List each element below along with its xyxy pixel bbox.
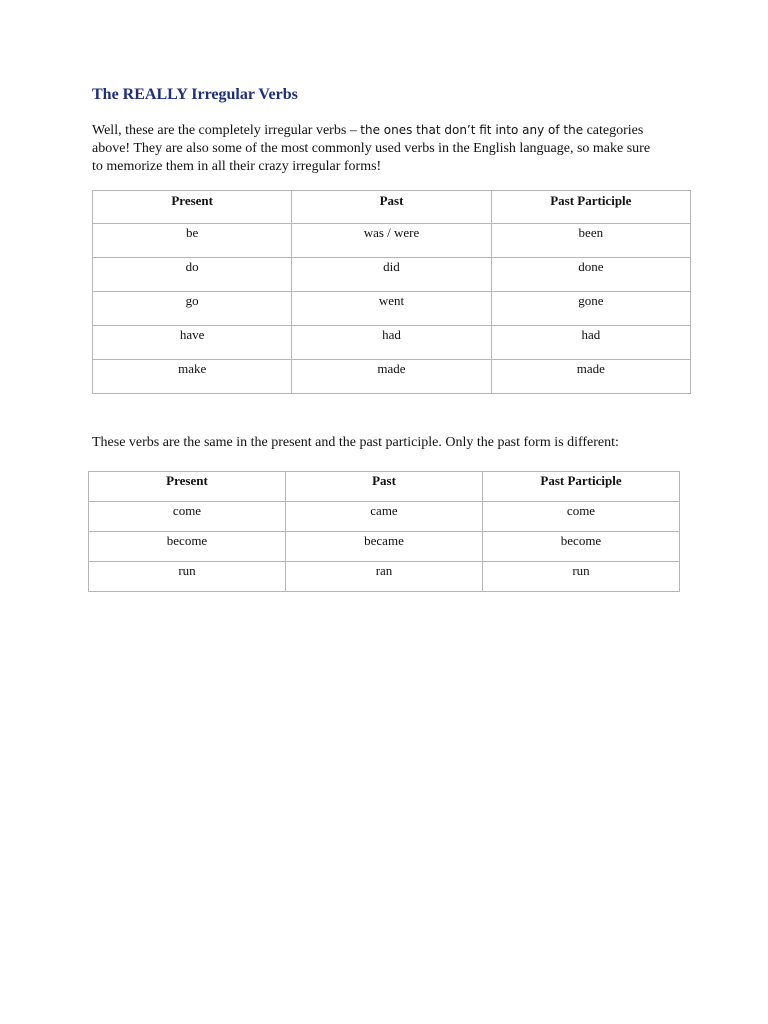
header-present: Present [89, 472, 286, 502]
table-header-row [89, 472, 680, 502]
cell-present: become [89, 532, 286, 562]
header-past: Past [286, 472, 483, 502]
header-past-participle: Past Participle [491, 191, 690, 224]
cell-past: became [286, 532, 483, 562]
cell-present: come [89, 502, 286, 532]
cell-past-participle: come [483, 502, 680, 532]
cell-past-participle: had [491, 326, 690, 360]
intro-text-part-3: categories above! They are also some of the most commonly used verbs in the English language, so make sure to memorize them in all their crazy irregular forms! [92, 123, 651, 174]
header-present: Present [93, 191, 292, 224]
table-row [93, 224, 691, 258]
cell-past: went [292, 292, 491, 326]
table-header-row [93, 191, 691, 224]
cell-present: make [93, 360, 292, 394]
cell-present: go [93, 292, 292, 326]
cell-past: had [292, 326, 491, 360]
intro-text-part-1: Well, these are the completely irregular verbs – [92, 123, 361, 138]
header-past: Past [292, 191, 491, 224]
cell-past: ran [286, 562, 483, 592]
irregular-verbs-table [92, 190, 691, 394]
cell-present: do [93, 258, 292, 292]
table-row [89, 532, 680, 562]
table-row [93, 360, 691, 394]
table-row [93, 292, 691, 326]
cell-past-participle: become [483, 532, 680, 562]
table-row [93, 258, 691, 292]
cell-past-participle: done [491, 258, 690, 292]
cell-past: made [292, 360, 491, 394]
cell-present: run [89, 562, 286, 592]
page-title: The REALLY Irregular Verbs [92, 86, 298, 103]
cell-present: be [93, 224, 292, 258]
table-row [93, 326, 691, 360]
cell-present: have [93, 326, 292, 360]
cell-past: did [292, 258, 491, 292]
table-row [89, 562, 680, 592]
table-row [89, 502, 680, 532]
intro-text-part-2: the ones that don’t fit into any of the [360, 123, 584, 137]
cell-past-participle: been [491, 224, 690, 258]
cell-past-participle: run [483, 562, 680, 592]
header-past-participle: Past Participle [483, 472, 680, 502]
same-present-participle-table [88, 471, 680, 592]
cell-past: came [286, 502, 483, 532]
cell-past-participle: gone [491, 292, 690, 326]
note-paragraph: These verbs are the same in the present and the past participle. Only the past form is different: [92, 435, 619, 450]
intro-paragraph [92, 121, 652, 176]
cell-past: was / were [292, 224, 491, 258]
cell-past-participle: made [491, 360, 690, 394]
